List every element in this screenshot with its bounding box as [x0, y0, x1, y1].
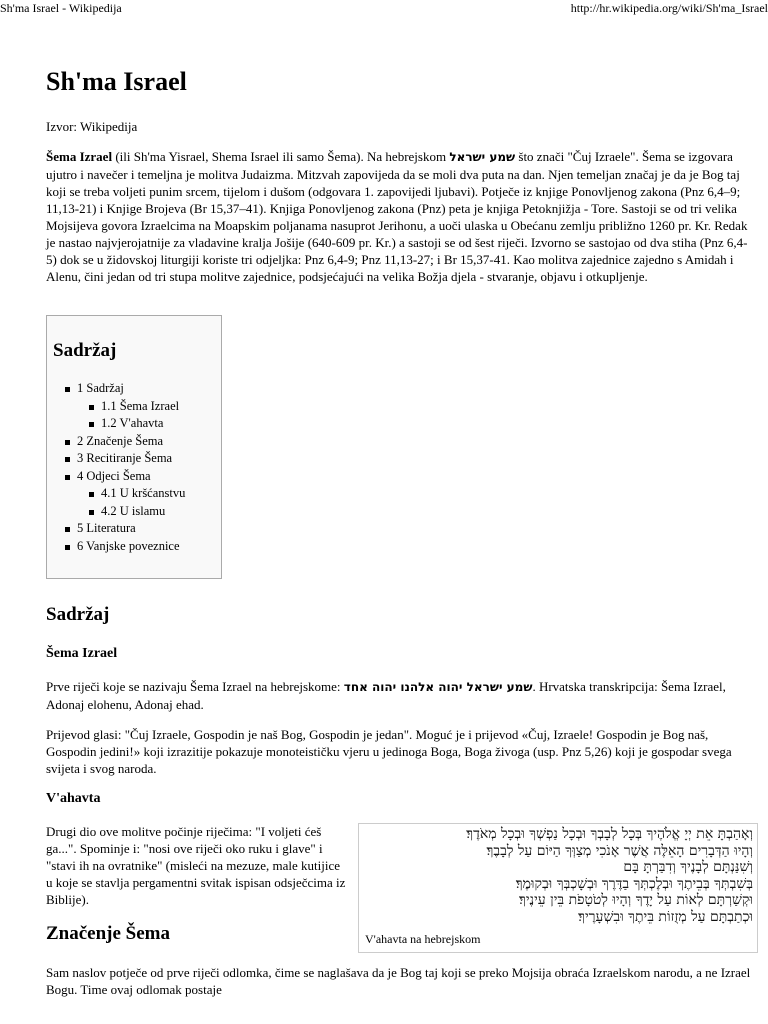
page-title: Sh'ma Israel: [46, 67, 187, 96]
toc-item[interactable]: [77, 468, 221, 521]
hebrew-line: וְהָיוּ הַדְּבָרִים הָאֵלֶּה אֲשֶׁר אָנֹכִי מְצַוְּךָ הַיּוֹם עַל לְבָבֶךָ׃: [486, 842, 753, 859]
vahavta-hebrew-text: [363, 826, 753, 926]
sema-hebrew: שמע ישראל יהוה אלהנו יהוה אחד: [343, 680, 533, 694]
toc-item[interactable]: [77, 538, 221, 556]
intro-bold-term: Šema Izrael: [46, 149, 113, 164]
toc-list: [53, 380, 221, 555]
hebrew-line: וּכְתַבְתָּם עַל מְזֻזוֹת בֵּיתֶךָ וּבִשְׁעָרֶיךָ׃: [578, 908, 753, 925]
toc-subitem-label[interactable]: 1.2 V'ahavta: [101, 416, 164, 430]
intro-paragraph: [46, 148, 752, 285]
sema-izrael-paragraph-1: [46, 678, 752, 713]
toc-subitem[interactable]: [101, 503, 221, 521]
subsection-heading-vahavta: V'ahavta: [46, 791, 101, 806]
toc-item[interactable]: [77, 520, 221, 538]
image-caption: V'ahavta na hebrejskom: [365, 932, 481, 946]
intro-text-1: (ili Sh'ma Yisrael, Shema Israel ili samo Šema). Na hebrejskom: [112, 149, 450, 164]
source-line: Izvor: Wikipedija: [46, 119, 138, 134]
hebrew-line: בְּשִׁבְתְּךָ בְּבֵיתֶךָ וּבְלֶכְתְּךָ בַדֶּרֶךְ וּבְשָׁכְבְּךָ וּבְקוּמֶךָ׃: [515, 875, 753, 892]
toc-item[interactable]: [77, 450, 221, 468]
toc-title: Sadržaj: [53, 340, 117, 361]
sema-text-1: Prve riječi koje se nazivaju Šema Izrael na hebrejskome:: [46, 679, 344, 694]
hebrew-line: וְאָהַבְתָּ אֵת יְיָ אֱלֹהֶיךָ בְּכָל לְבָבְךָ וּבְכָל נַפְשְׁךָ וּבְכָל מְאֹדֶךָ׃: [466, 826, 753, 842]
toc-item-label[interactable]: 3 Recitiranje Šema: [77, 451, 173, 465]
vahavta-paragraph: Drugi dio ove molitve počinje riječima: "I voljeti ćeš ga...". Spominje i: "nosi ove riječi oko ruku i glave" i "stavi ih na ovratnike" (misleći na mezuze, male kutijice u koje se stavlja pergamentni svitak ispisan odsječcima iz Biblije).: [46, 824, 346, 907]
print-header: [0, 0, 768, 16]
toc-item[interactable]: [77, 433, 221, 451]
table-of-contents: [46, 315, 222, 579]
toc-item-label[interactable]: 1 Sadržaj: [77, 381, 124, 395]
print-header-url: http://hr.wikipedia.org/wiki/Sh'ma_Israel: [570, 1, 768, 15]
subsection-heading-sema-izrael: Šema Izrael: [46, 646, 118, 661]
sema-izrael-paragraph-2: Prijevod glasi: "Čuj Izraele, Gospodin je naš Bog, Gospodin je jedan". Moguć je i prijevod «Čuj, Izraele! Gospodin je Bog naš, Gospodin jedini!» koji izrazitije pokazuje monoteističku vjeru u jedinoga Boga, Boga živoga (usp. Pnz 5,26) koji je gospodar svega svijeta i svog naroda.: [46, 727, 732, 776]
toc-subitem-label[interactable]: 4.1 U kršćanstvu: [101, 486, 186, 500]
vahavta-image[interactable]: [358, 823, 758, 953]
toc-item-label[interactable]: 6 Vanjske poveznice: [77, 538, 180, 553]
sema-text-2: . Hrvatska transkripcija: Šema Izrael, Adonaj elohenu, Adonaj ehad.: [46, 679, 726, 712]
toc-item-label[interactable]: 2 Značenje Šema: [77, 433, 164, 448]
znacenje-paragraph: Sam naslov potječe od prve riječi odlomka, čime se naglašava da je Bog taj koji se preko Mojsija obraća Izraelskom narodu, a ne Izrael Bogu. Time ovaj odlomak postaje: [46, 965, 751, 997]
section-heading-znacenje: Značenje Šema: [46, 923, 171, 944]
toc-subitem[interactable]: [101, 415, 221, 433]
toc-subitem[interactable]: [101, 398, 221, 416]
toc-subitem[interactable]: [101, 485, 221, 503]
toc-subitem-label[interactable]: 4.2 U islamu: [101, 503, 166, 518]
hebrew-line: וְשִׁנַּנְתָּם לְבָנֶיךָ וְדִבַּרְתָּ בָּם: [623, 859, 753, 875]
hebrew-line: וּקְשַׁרְתָּם לְאוֹת עַל יָדֶךָ וְהָיוּ לְטֹטָפֹת בֵּין עֵינֶיךָ׃: [518, 892, 753, 908]
toc-item[interactable]: [77, 380, 221, 433]
article-content: [46, 60, 752, 1012]
toc-subitem-label[interactable]: 1.1 Šema Izrael: [101, 398, 180, 413]
intro-text-2: što znači "Čuj Izraele". Šema se izgovara ujutro i navečer i temeljna je molitva Judaizma. Mitzvah zapovijeda da se moli dva puta na dan. Njen temeljan značaj je da je Bog taj koji se treba voljeti punim srcem, tijelom i dušom (odgovara 1. zapovijedi ljubavi). Potječe iz knjige Ponovljenog zakona (Pnz 6,4–9; 11,13-21) i Knjige Brojeva (Br 15,37–41). Knjiga Ponovljenog zakona (Pnz) peta je knjiga Petoknjižja - Tore. Sastoji se od tri velika Mojsijeva govora Izraelcima na Moapskim poljanama nasuprot Jerihonu, a uoči ulaska u Obećanu zemlju približno 1260 pr. Kr. Redak je nastao najvjerojatnije za vladavine kralja Jošije (640-609 pr. Kr.) a sastoji se od šest riječi. Izvorno se sastojao od dva stiha (Pnz 6,4-5) dok se u židovskoj liturgiji koriste tri odjeljka: Pnz 6,4-9; Pnz 11,13-27; i Br 15,37-41. Kao molitva zajednice zajedno s Amidah i Alenu, čini jedan od tri stupa molitve zajednice, podsjećajući na velika Božja djela - stvaranje, objavu i otkupljenje.: [46, 149, 748, 284]
section-heading-sadrzaj: Sadržaj: [46, 604, 110, 625]
toc-item-label[interactable]: 5 Literatura: [77, 521, 136, 535]
print-header-title: Sh'ma Israel - Wikipedija: [0, 1, 122, 15]
intro-hebrew: שמע ישראל: [449, 150, 516, 164]
toc-item-label[interactable]: 4 Odjeci Šema: [77, 468, 151, 483]
